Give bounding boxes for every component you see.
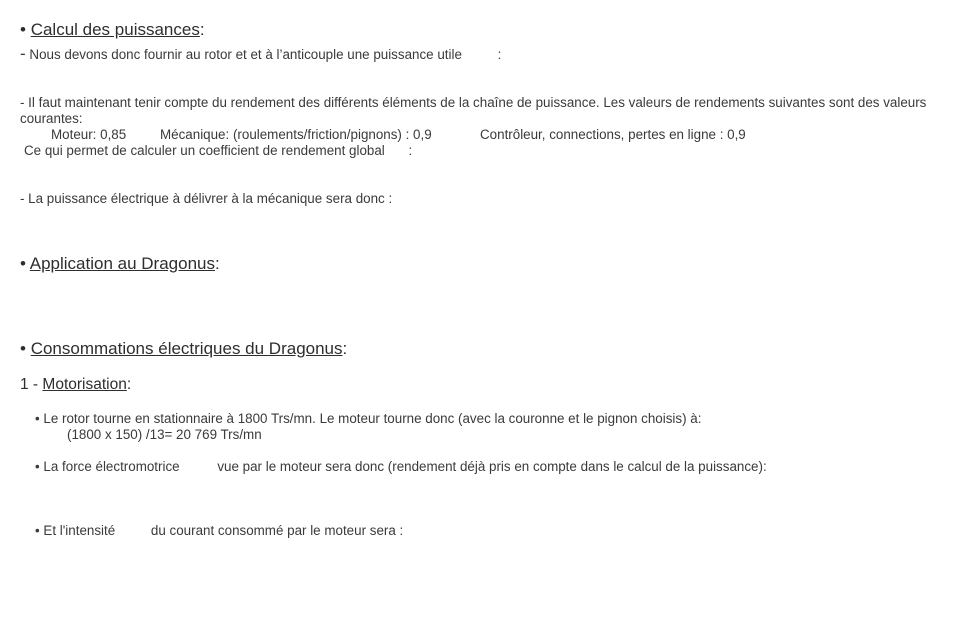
formula-rotation: (1800 x 150) /13= 20 769 Trs/mn [67,427,262,442]
heading-colon: : [214,254,220,273]
paragraph-colon: : [497,47,502,62]
heading-colon: : [199,20,205,39]
bullet: • [20,339,26,358]
heading-title: Calcul des puissances [30,20,200,39]
paragraph-rendement: - Il faut maintenant tenir compte du rendement des différents éléments de la chaîne de puissance. Les valeurs de rendements suivantes sont des valeurs courantes: [20,95,927,126]
rendement-moteur: Moteur: 0,85 [51,127,127,142]
heading-colon: : [342,339,348,358]
bullet-force-electromotrice [35,459,767,474]
rendement-mecanique: Mécanique: (roulements/friction/pignons) : 0,9 [160,127,432,142]
subheading-title: Motorisation [42,376,127,393]
section-heading-consommations [20,339,347,359]
section-heading-application [20,254,220,274]
paragraph-text: Ce qui permet de calculer un coefficient de rendement global [24,143,385,158]
bullet: • [20,254,26,273]
bullet-text-b: vue par le moteur sera donc (rendement déjà pris en compte dans le calcul de la puissance): [217,459,767,474]
dash: - [20,44,26,63]
subheading-colon: : [126,376,132,393]
bullet: • [20,20,26,39]
bullet-text-b: du courant consommé par le moteur sera : [150,523,404,538]
bullet-text-a: • La force électromotrice [35,459,180,474]
bullet-text-a: • Et l'intensité [35,523,116,538]
subheading-prefix: 1 - [20,376,39,393]
heading-title: Application au Dragonus [29,254,215,273]
rendement-controleur: Contrôleur, connections, pertes en ligne : 0,9 [480,127,746,142]
bullet-rotor: • Le rotor tourne en stationnaire à 1800 Trs/mn. Le moteur tourne donc (avec la couronne et le pignon choisis) à: [35,411,702,426]
paragraph-text: Nous devons donc fournir au rotor et et à l’anticouple une puissance utile [29,47,462,62]
paragraph-puissance-utile [20,44,501,64]
bullet-intensite [35,523,403,538]
heading-title: Consommations électriques du Dragonus [30,339,343,358]
paragraph-coefficient [24,143,412,158]
subheading-motorisation [20,376,131,394]
paragraph-puissance-electrique: - La puissance électrique à délivrer à la mécanique sera donc : [20,191,393,206]
section-heading-calcul [20,20,205,40]
paragraph-colon: : [408,143,413,158]
